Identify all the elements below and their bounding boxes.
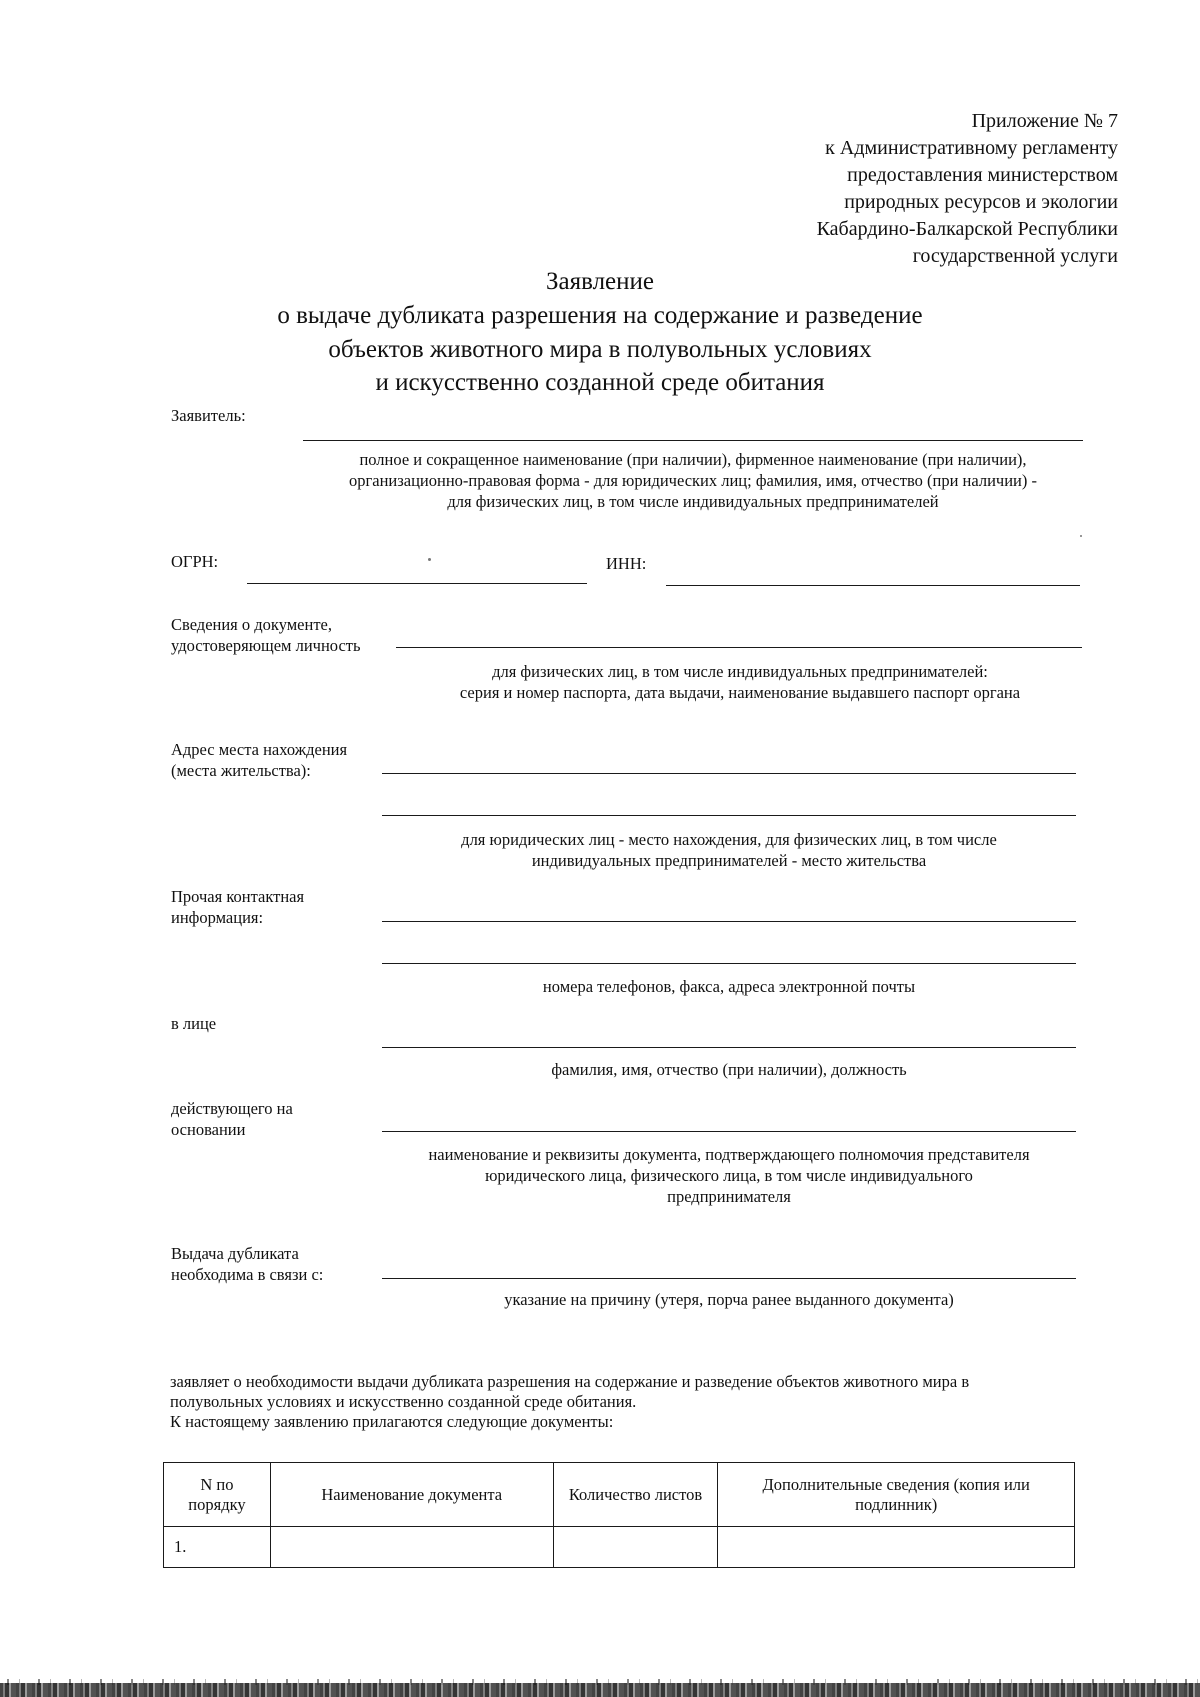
document-name-cell[interactable] [270,1527,553,1568]
appendix-line: к Административному регламенту [825,137,1118,159]
additional-info-cell[interactable] [718,1527,1075,1568]
label-line: информация: [171,908,264,927]
ogrn-field-line[interactable] [247,583,587,584]
document-title: Заявление [545,268,655,295]
applicant-caption [303,449,1083,512]
appendix-line: Кабардино-Балкарской Республики [816,218,1118,240]
column-header-additional-info [718,1463,1075,1527]
column-header-sheet-count: Количество листов [553,1463,718,1527]
statement-line: заявляет о необходимости выдачи дубликата разрешения на содержание и разведение объектов животного мира в [170,1372,970,1391]
identity-doc-label [171,614,361,656]
caption-line: серия и номер паспорта, дата выдачи, наименование выдавшего паспорт органа [459,683,1021,702]
address-caption [400,829,1058,871]
statement-line: полувольных условиях и искусственно созданной среде обитания. [170,1392,637,1411]
header-line: N по [200,1474,234,1494]
caption-line: организационно-правовая форма - для юридических лиц; фамилия, имя, отчество (при наличии) - [349,471,1037,490]
reason-caption: указание на причину (утеря, порча ранее выданного документа) [504,1290,954,1309]
label-line: действующего на [171,1099,293,1118]
scan-speck [428,558,431,561]
reason-field-line[interactable] [382,1278,1076,1279]
header-line: подлинник) [855,1494,938,1514]
appendix-line: предоставления министерством [847,164,1118,186]
statement-line: К настоящему заявлению прилагаются следующие документы: [170,1412,614,1431]
address-field-line-2[interactable] [382,815,1076,816]
label-line: необходима в связи с: [171,1265,324,1284]
label-line: основании [171,1120,246,1139]
table-row [164,1527,1075,1568]
label-line: Выдача дубликата [171,1244,299,1263]
contacts-field-line-1[interactable] [382,921,1076,922]
attached-documents-table [163,1462,1075,1568]
table-header-row [164,1463,1075,1527]
representative-field-line[interactable] [382,1047,1076,1048]
ogrn-label: ОГРН: [171,552,219,571]
appendix-line: государственной услуги [912,245,1118,267]
identity-doc-caption [420,661,1060,703]
label-line: Прочая контактная [171,887,305,906]
header-line: порядку [188,1494,246,1514]
scan-speck [1080,535,1082,537]
caption-line: индивидуальных предпринимателей - место жительства [531,851,927,870]
label-line: Сведения о документе, [171,615,332,634]
representative-caption: фамилия, имя, отчество (при наличии), должность [551,1060,907,1079]
appendix-line: природных ресурсов и экологии [844,191,1118,213]
label-line: (места жительства): [171,761,311,780]
document-subtitle-line: о выдаче дубликата разрешения на содержание и разведение [277,302,923,329]
sheet-count-cell[interactable] [553,1527,718,1568]
caption-line: наименование и реквизиты документа, подтверждающего полномочия представителя [428,1145,1030,1164]
reason-label [171,1243,323,1285]
identity-doc-field-line[interactable] [396,647,1082,648]
basis-field-line[interactable] [382,1131,1076,1132]
caption-line: для физических лиц, в том числе индивидуальных предпринимателей [447,492,939,511]
basis-caption [382,1144,1076,1207]
row-number-cell: 1. [164,1527,271,1568]
address-label [171,739,347,781]
contacts-caption: номера телефонов, факса, адреса электронной почты [542,977,916,996]
caption-line: юридического лица, физического лица, в том числе индивидуального [485,1166,973,1185]
caption-line: полное и сокращенное наименование (при наличии), фирменное наименование (при наличии), [359,450,1027,469]
label-line: Адрес места нахождения [171,740,348,759]
document-subtitle-line: объектов животного мира в полувольных условиях [328,336,872,363]
basis-label [171,1098,293,1140]
representative-label: в лице [171,1014,217,1033]
label-line: удостоверяющем личность [171,636,361,655]
statement-text [170,1372,1090,1432]
address-field-line-1[interactable] [382,773,1076,774]
column-header-number [164,1463,271,1527]
inn-label: ИНН: [606,554,647,573]
column-header-document-name: Наименование документа [270,1463,553,1527]
contacts-field-line-2[interactable] [382,963,1076,964]
appendix-number: Приложение № 7 [971,110,1118,132]
header-line: Дополнительные сведения (копия или [762,1474,1030,1494]
applicant-field-line[interactable] [303,440,1083,441]
inn-field-line[interactable] [666,585,1080,586]
caption-line: для юридических лиц - место нахождения, для физических лиц, в том числе [461,830,997,849]
scan-bottom-edge [0,1683,1200,1697]
applicant-label: Заявитель: [171,406,246,425]
caption-line: для физических лиц, в том числе индивидуальных предпринимателей: [492,662,988,681]
contacts-label [171,886,304,928]
document-subtitle-line: и искусственно созданной среде обитания [375,369,825,396]
appendix-header [817,108,1118,270]
caption-line: предпринимателя [667,1187,791,1206]
